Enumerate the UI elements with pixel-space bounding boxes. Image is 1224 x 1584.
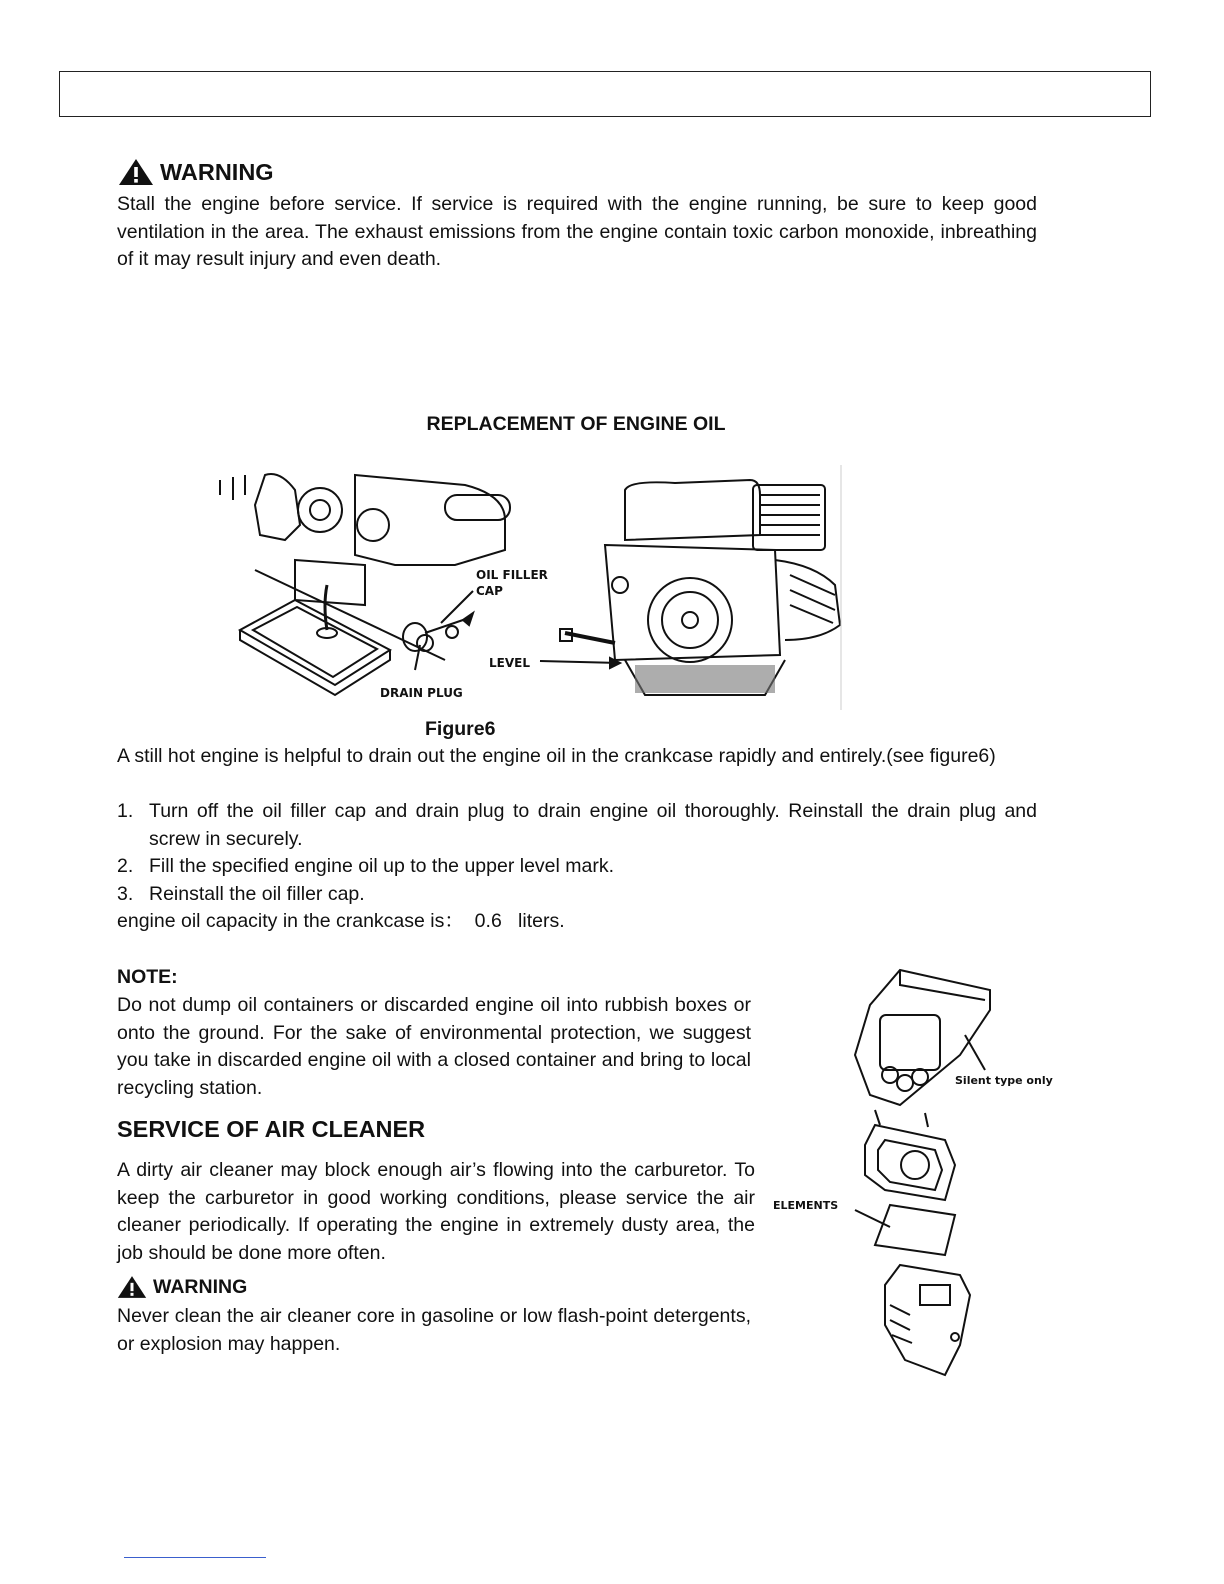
- warning-title: WARNING: [160, 158, 274, 185]
- air-cleaner-title: SERVICE OF AIR CLEANER: [117, 1116, 426, 1142]
- warning-triangle-icon: [118, 158, 154, 186]
- oil-steps-list: [117, 798, 1037, 908]
- drain-plug-label: DRAIN PLUG: [380, 686, 463, 700]
- list-item: 2. Fill the specified engine oil up to the upper level mark.: [117, 855, 615, 878]
- silent-type-label: Silent type only: [955, 1074, 1053, 1087]
- list-item: 3. Reinstall the oil filler cap.: [117, 882, 365, 905]
- warning2-text: Never clean the air cleaner core in gasoline or low flash-point detergents, or explosion may happen.: [117, 1305, 751, 1355]
- oil-capacity-text: engine oil capacity in the crankcase is： 0.6 liters.: [117, 910, 565, 932]
- air-cleaner-figure: [770, 965, 1070, 1385]
- figure-caption: Figure6: [425, 718, 496, 740]
- oil-section-title: REPLACEMENT OF ENGINE OIL: [426, 413, 726, 435]
- page-header-box: [59, 71, 1151, 117]
- elements-label: ELEMENTS: [773, 1199, 839, 1212]
- oil-filler-label: OIL FILLER: [476, 568, 548, 582]
- note-text: Do not dump oil containers or discarded engine oil into rubbish boxes or onto the ground. For the sake of environmental protection, we suggest you take in discarded engine oil with a closed container and bring to local recycling station.: [117, 994, 751, 1099]
- oil-filler-cap-label: CAP: [476, 584, 503, 598]
- oil-intro-text: A still hot engine is helpful to drain out the engine oil in the crankcase rapidly and entirely.(see figure6): [117, 745, 996, 767]
- air-cleaner-text: A dirty air cleaner may block enough air’s flowing into the carburetor. To keep the carburetor in good working conditions, please service the air cleaner periodically. If operating the engine in extremely dusty area, the job should be done more often.: [117, 1159, 755, 1264]
- warning2-title: WARNING: [153, 1275, 248, 1298]
- warning-heading: [118, 158, 274, 186]
- engine-oil-figure: [205, 465, 845, 710]
- warning-triangle-icon: [117, 1275, 147, 1299]
- warning-text: Stall the engine before service. If service is required with the engine running, be sure to keep good ventilation in the area. The exhaust emissions from the engine contain toxic carbon monoxide, inbreathing of it may result injury and even death.: [117, 193, 1037, 271]
- warning2-heading: [117, 1275, 247, 1299]
- level-label: LEVEL: [489, 656, 530, 670]
- note-title: NOTE:: [117, 966, 178, 988]
- footer-link-underline: [124, 1557, 266, 1558]
- list-item: 1. Turn off the oil filler cap and drain plug to drain engine oil thoroughly. Reinstall the drain plug and screw in securely.: [117, 800, 1037, 850]
